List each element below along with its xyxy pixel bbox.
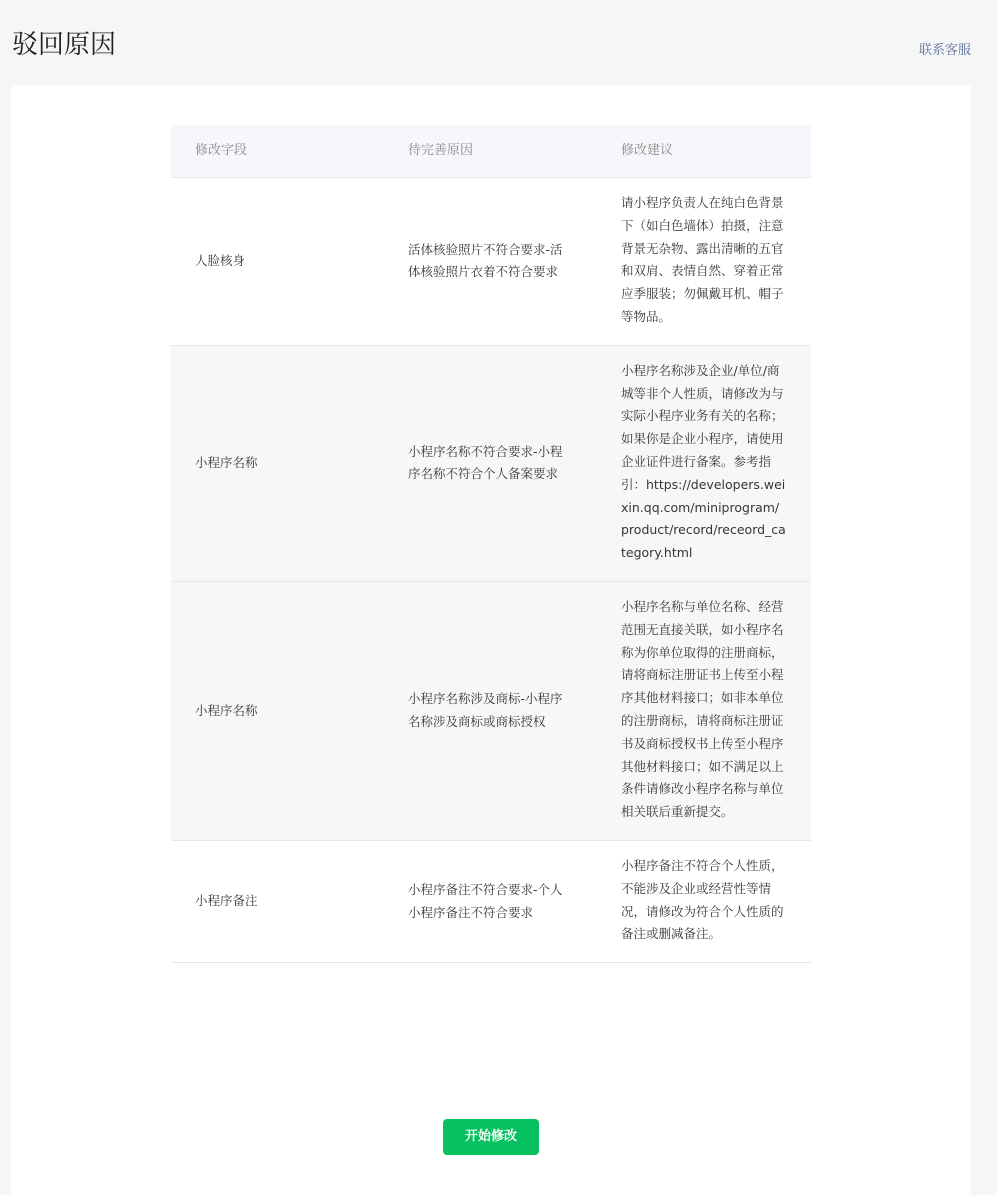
row-suggestion: 小程序名称与单位名称、经营范围无直接关联，如小程序名称为你单位取得的注册商标，请将商标注册证书上传至小程序其他材料接口；如非本单位的注册商标，请将商标注册证书及商标授权书上传至小程序其他材料接口；如不满足以上条件请修改小程序名称与单位相关联后重新提交。 — [621, 598, 784, 820]
row-reason: 小程序名称不符合要求-小程序名称不符合个人备案要求 — [408, 443, 563, 482]
row-suggestion: 小程序名称涉及企业/单位/商城等非个人性质，请修改为与实际小程序业务有关的名称；如果你是企业小程序，请使用企业证件进行备案。参考指引：https://developers.weixin.qq.com/miniprogram/product/record/receord_category.html — [621, 362, 786, 561]
column-header-field: 修改字段 — [195, 142, 248, 158]
row-field: 小程序名称 — [195, 454, 258, 470]
table-row — [171, 582, 811, 841]
rejection-reasons-card — [11, 85, 971, 1195]
table-row — [171, 841, 811, 963]
contact-support-link[interactable]: 联系客服 — [918, 43, 971, 58]
row-suggestion: 请小程序负责人在纯白色背景下（如白色墙体）拍摄，注意背景无杂物、露出清晰的五官和双肩、表情自然、穿着正常应季服装；勿佩戴耳机、帽子等物品。 — [621, 195, 784, 324]
row-suggestion: 小程序备注不符合个人性质，不能涉及企业或经营性等情况，请修改为符合个人性质的备注或删减备注。 — [621, 857, 784, 942]
table-row — [171, 346, 811, 582]
rejection-table — [171, 125, 811, 963]
table-row — [171, 178, 811, 346]
column-header-suggestion: 修改建议 — [621, 142, 674, 158]
row-field: 小程序名称 — [195, 702, 258, 718]
row-field: 小程序备注 — [195, 893, 258, 909]
row-field: 人脸核身 — [195, 252, 246, 268]
page-title: 驳回原因 — [12, 30, 117, 60]
row-reason: 小程序备注不符合要求-个人小程序备注不符合要求 — [408, 881, 563, 920]
column-header-reason: 待完善原因 — [408, 142, 474, 158]
start-edit-button[interactable]: 开始修改 — [443, 1119, 539, 1155]
row-reason: 小程序名称涉及商标-小程序名称涉及商标或商标授权 — [408, 691, 563, 729]
table-header — [171, 125, 811, 178]
row-reason: 活体核验照片不符合要求-活体核验照片衣着不符合要求 — [408, 241, 563, 280]
action-bar — [11, 1119, 971, 1155]
